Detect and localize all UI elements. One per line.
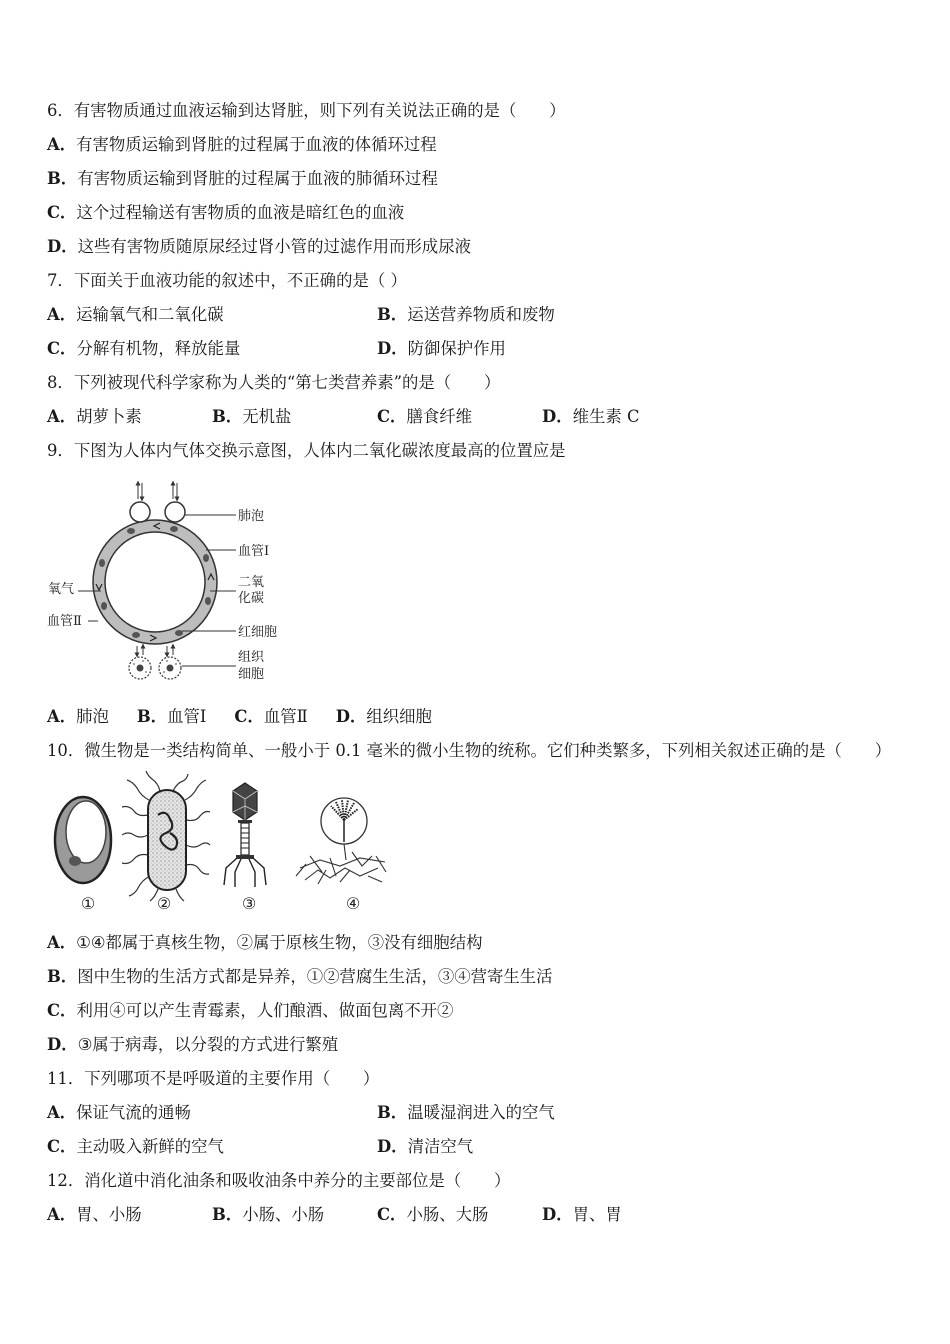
bacterium — [122, 771, 210, 901]
option-text: 小肠、小肠 — [242, 1205, 325, 1224]
question-9-option-b — [137, 707, 207, 726]
hypha — [352, 852, 372, 866]
alveolus-left — [130, 483, 150, 522]
option-text: 运输氧气和二氧化碳 — [76, 305, 224, 324]
option-text: 保证气流的通畅 — [76, 1103, 191, 1122]
question-list — [47, 94, 937, 1232]
red-blood-cell — [132, 632, 140, 638]
label-co2-line1: 二氧 — [238, 575, 265, 590]
question-9-stem — [47, 434, 937, 468]
question-8-option-b — [212, 400, 377, 434]
option-text: 主动吸入新鲜的空气 — [76, 1137, 224, 1156]
red-blood-cell — [175, 630, 183, 636]
option-label: A． — [47, 305, 77, 324]
option-label: A． — [47, 135, 77, 154]
question-10-option-c — [47, 994, 937, 1028]
option-text: 胃、小肠 — [76, 1205, 142, 1224]
option-label: C． — [377, 407, 407, 426]
option-text: 图中生物的生活方式都是异养，①②营腐生生活，③④营寄生生活 — [77, 967, 553, 986]
tail-fiber — [235, 859, 241, 887]
option-text: 血管Ⅱ — [263, 707, 308, 726]
question-number: 8． — [47, 373, 74, 392]
option-text: 肺泡 — [76, 707, 109, 726]
question-9-options — [47, 700, 937, 734]
tissue-cell-right — [159, 646, 181, 679]
question-10-option-b — [47, 960, 937, 994]
question-6-option-c — [47, 196, 937, 230]
label-2: ② — [156, 894, 172, 913]
label-oxygen: 氧气 — [48, 582, 75, 597]
option-text: 清洁空气 — [407, 1137, 474, 1156]
question-12-option-c — [377, 1198, 542, 1232]
option-text: 胃、胃 — [572, 1205, 622, 1224]
question-text: 下列被现代科学家称为人类的“第七类营养素”的是（ ） — [73, 373, 501, 392]
option-label: D． — [335, 707, 367, 726]
option-label: B． — [136, 707, 168, 726]
question-number: 9． — [47, 441, 74, 460]
option-label: A． — [47, 407, 77, 426]
question-text: 下列哪项不是呼吸道的主要作用（ ） — [84, 1069, 380, 1088]
microbes-figure — [47, 768, 937, 926]
flagellum — [186, 865, 209, 875]
question-10-option-a — [47, 926, 937, 960]
option-label: D． — [542, 407, 573, 426]
alveolus-sac — [130, 502, 150, 522]
question-number: 12． — [47, 1171, 85, 1190]
flagellum — [122, 833, 148, 837]
question-7-stem — [47, 264, 937, 298]
question-12-option-d — [542, 1198, 707, 1232]
hypha — [296, 864, 306, 876]
red-blood-cell — [101, 602, 107, 610]
bacterium-body — [148, 790, 186, 890]
option-label: A． — [47, 1205, 77, 1224]
hypha — [340, 870, 350, 882]
option-text: ①④都属于真核生物，②属于原核生物，③没有细胞结构 — [76, 933, 483, 952]
alveolus-right — [165, 483, 185, 522]
flagellum — [173, 774, 188, 791]
option-label: D． — [377, 339, 408, 358]
cytoplasm-dot — [133, 663, 135, 665]
option-text: 这个过程输送有害物质的血液是暗红色的血液 — [76, 203, 405, 222]
question-11-stem — [47, 1062, 937, 1096]
flagellum — [129, 876, 150, 896]
option-text: 胡萝卜素 — [76, 407, 142, 426]
option-text: 这些有害物质随原尿经过肾小管的过滤作用而形成尿液 — [77, 237, 471, 256]
question-11-option-c — [47, 1130, 377, 1164]
penicillium — [296, 798, 386, 884]
option-label: D． — [542, 1205, 573, 1224]
option-label: D． — [47, 237, 78, 256]
yeast-nucleus — [69, 856, 81, 866]
label-red-blood-cell: 红细胞 — [238, 625, 278, 640]
flagellum — [186, 843, 210, 847]
question-10-option-d — [47, 1028, 937, 1062]
question-text: 微生物是一类结构简单、一般小于 0.1 毫米的微小生物的统称。它们种类繁多，下列相关叙述正确的是（ ） — [84, 741, 892, 760]
question-9-option-a — [47, 707, 109, 726]
gas-exchange-diagram — [40, 468, 300, 700]
vessel-band — [99, 526, 211, 638]
question-11-options-row-1 — [47, 1096, 937, 1130]
option-label: B． — [377, 305, 408, 324]
question-11-options-row-2 — [47, 1130, 937, 1164]
flagellum — [176, 889, 184, 901]
question-6-option-a — [47, 128, 937, 162]
question-number: 6． — [47, 101, 74, 120]
question-8-option-c — [377, 400, 542, 434]
option-label: C． — [234, 707, 264, 726]
phage-base-plate — [236, 855, 254, 859]
red-blood-cell — [205, 597, 211, 605]
label-4: ④ — [345, 894, 361, 913]
question-11-option-b — [377, 1096, 707, 1130]
label-3: ③ — [241, 894, 257, 913]
question-7-option-d — [377, 332, 707, 366]
option-text: 分解有机物，释放能量 — [76, 339, 241, 358]
option-label: D． — [377, 1137, 408, 1156]
option-text: 利用④可以产生青霉素，人们酿酒、做面包离不开② — [76, 1001, 454, 1020]
question-text: 有害物质通过血液运输到达肾脏，则下列有关说法正确的是（ ） — [73, 101, 566, 120]
hypha — [305, 868, 378, 880]
cytoplasm-dot — [166, 660, 168, 662]
question-9-option-c — [234, 707, 307, 726]
question-8-options — [47, 400, 937, 434]
question-text: 下面关于血液功能的叙述中，不正确的是（ ） — [73, 271, 407, 290]
question-11-option-a — [47, 1096, 377, 1130]
red-blood-cell — [99, 559, 105, 567]
question-text: 消化道中消化油条和吸收油条中养分的主要部位是（ ） — [84, 1171, 511, 1190]
hypha — [344, 844, 346, 860]
red-blood-cell — [203, 554, 209, 562]
question-7-option-c — [47, 332, 377, 366]
cytoplasm-dot — [175, 663, 177, 665]
option-text: 温暖湿润进入的空气 — [407, 1103, 555, 1122]
question-8-option-a — [47, 400, 212, 434]
flagellum — [186, 812, 210, 821]
blood-vessel-ring — [93, 520, 217, 644]
option-text: 运送营养物质和废物 — [407, 305, 555, 324]
option-label: B． — [212, 407, 243, 426]
option-text: 维生素 C — [572, 407, 640, 426]
alveolus-sac — [165, 502, 185, 522]
question-6-option-b — [47, 162, 937, 196]
question-12-option-a — [47, 1198, 212, 1232]
cytoplasm-dot — [142, 660, 144, 662]
question-6-stem — [47, 94, 937, 128]
question-7-option-b — [377, 298, 707, 332]
option-label: C． — [377, 1205, 407, 1224]
flagellum — [122, 855, 148, 864]
question-7-options-row-2 — [47, 332, 937, 366]
cytoplasm-dot — [163, 671, 165, 673]
yeast-vacuole — [66, 801, 106, 863]
question-11-option-d — [377, 1130, 707, 1164]
flagellum — [122, 807, 148, 816]
cytoplasm-dot — [145, 671, 147, 673]
yeast-cell — [55, 797, 111, 883]
tissue-cell-nucleus — [167, 665, 174, 672]
bacteriophage — [224, 783, 266, 887]
label-tissue-line2: 细胞 — [238, 667, 265, 682]
option-label: A． — [47, 933, 77, 952]
tissue-cell-nucleus — [137, 665, 144, 672]
question-7-options-row-1 — [47, 298, 937, 332]
flagellum — [185, 780, 206, 800]
red-blood-cell — [170, 526, 178, 532]
phage-tail-fibers — [224, 858, 266, 887]
gas-exchange-figure — [47, 468, 937, 700]
option-text: 有害物质运输到肾脏的过程属于血液的体循环过程 — [76, 135, 437, 154]
label-tissue-line1: 组织 — [238, 650, 265, 665]
label-alveolus: 肺泡 — [238, 509, 265, 524]
hypha — [376, 856, 386, 872]
option-text: 组织细胞 — [366, 707, 432, 726]
option-label: C． — [47, 1001, 77, 1020]
option-label: C． — [47, 1137, 77, 1156]
tissue-cell-left — [129, 646, 151, 679]
question-10-stem — [47, 734, 937, 768]
tail-fiber — [249, 859, 255, 887]
flagellum — [127, 780, 149, 800]
question-text: 下图为人体内气体交换示意图，人体内二氧化碳浓度最高的位置应是 — [73, 441, 566, 460]
option-text: 无机盐 — [242, 407, 292, 426]
option-label: A． — [47, 707, 77, 726]
question-number: 10． — [47, 741, 85, 760]
question-number: 11． — [47, 1069, 85, 1088]
option-label: B． — [47, 967, 78, 986]
hypha — [368, 876, 382, 882]
question-7-option-a — [47, 298, 377, 332]
vessel-outer-wall — [93, 520, 217, 644]
option-text: 血管Ⅰ — [167, 707, 207, 726]
microbes-diagram — [40, 768, 400, 926]
question-9-option-d — [336, 707, 432, 726]
hypha — [310, 856, 322, 872]
option-label: B． — [377, 1103, 408, 1122]
option-text: 小肠、大肠 — [406, 1205, 489, 1224]
flagellum — [146, 771, 160, 791]
label-vessel-1: 血管Ⅰ — [238, 544, 270, 559]
option-label: C． — [47, 203, 77, 222]
label-1: ① — [80, 894, 96, 913]
question-8-option-d — [542, 400, 707, 434]
question-number: 7． — [47, 271, 74, 290]
question-8-stem — [47, 366, 937, 400]
vessel-inner-wall — [105, 532, 205, 632]
option-text: 膳食纤维 — [406, 407, 472, 426]
option-label: D． — [47, 1035, 78, 1054]
question-12-option-b — [212, 1198, 377, 1232]
option-text: 防御保护作用 — [407, 339, 506, 358]
option-label: C． — [47, 339, 77, 358]
option-text: 有害物质运输到肾脏的过程属于血液的肺循环过程 — [77, 169, 438, 188]
label-co2-line2: 化碳 — [238, 591, 265, 606]
option-label: B． — [212, 1205, 243, 1224]
question-6-option-d — [47, 230, 937, 264]
option-text: ③属于病毒，以分裂的方式进行繁殖 — [77, 1035, 339, 1054]
label-vessel-2: 血管Ⅱ — [47, 614, 82, 629]
option-label: A． — [47, 1103, 77, 1122]
option-label: B． — [47, 169, 78, 188]
question-12-stem — [47, 1164, 937, 1198]
hypha — [330, 858, 336, 876]
red-blood-cell — [127, 528, 135, 534]
hyphae — [296, 844, 386, 884]
question-12-options — [47, 1198, 937, 1232]
